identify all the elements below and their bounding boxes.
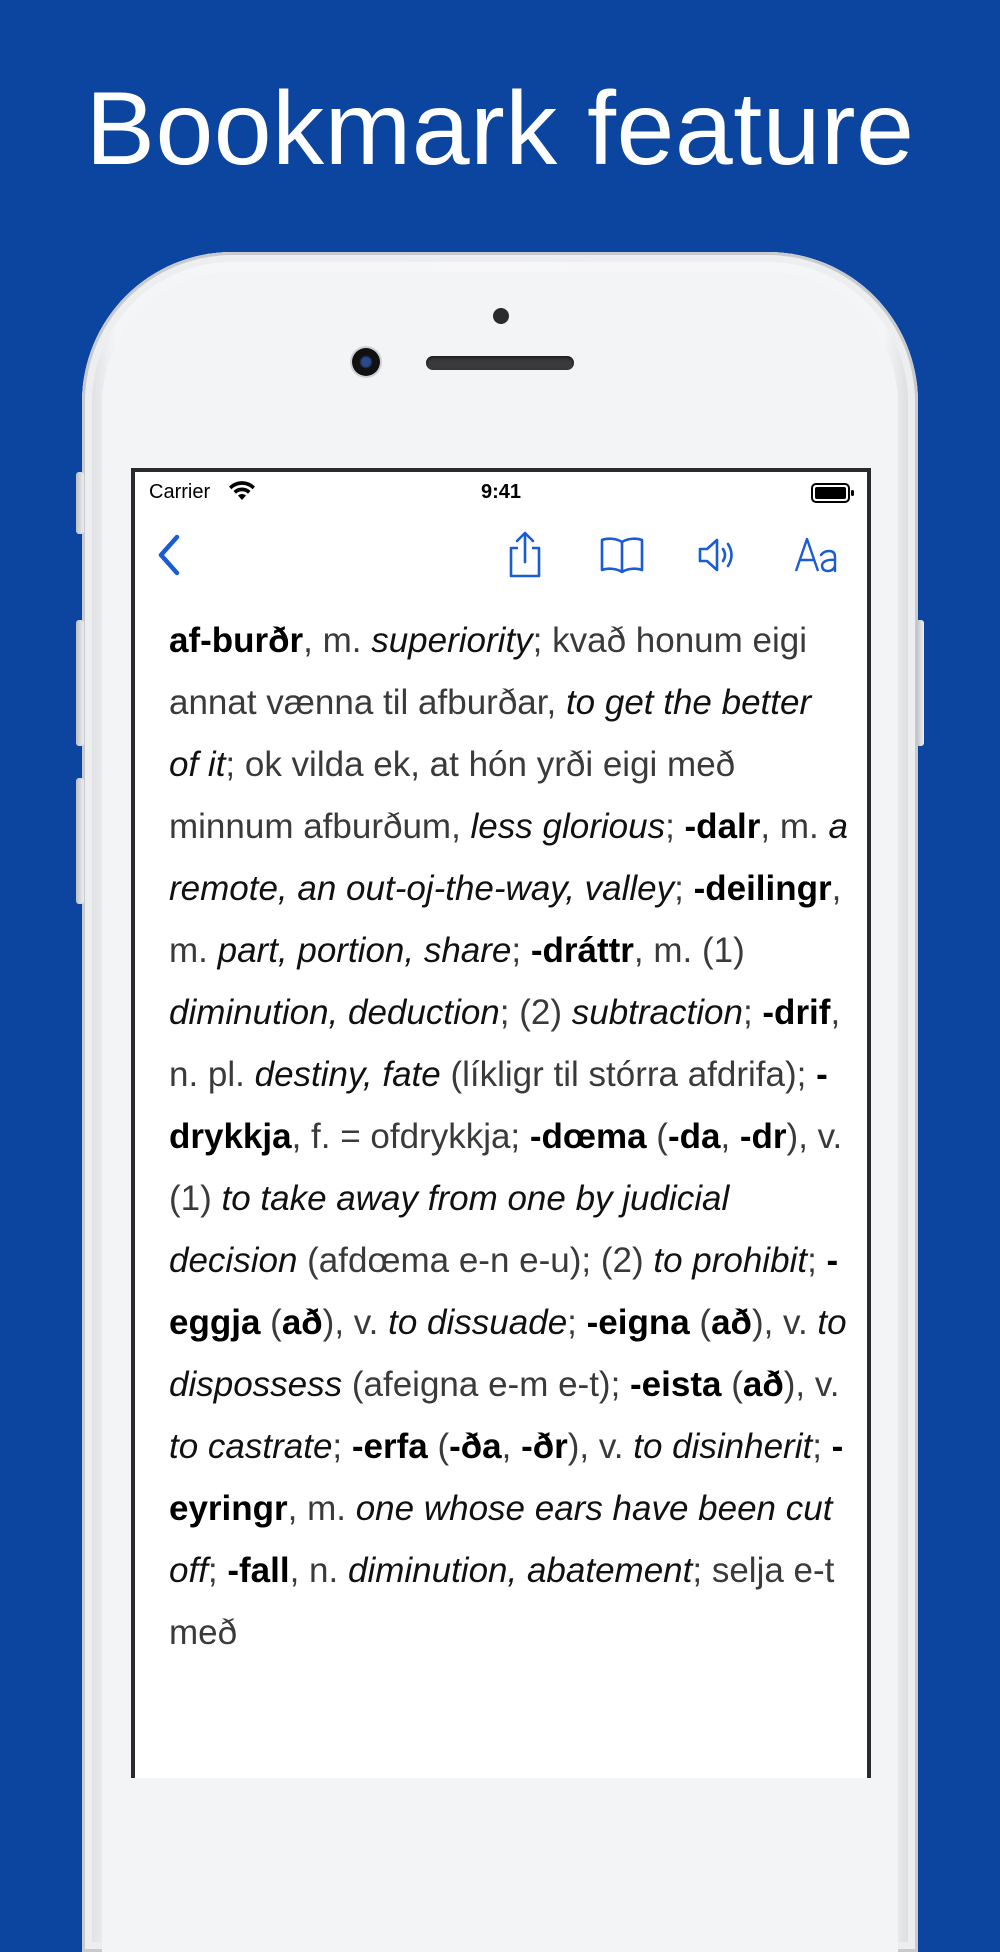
entry-text: ; [207,1551,228,1590]
headword: -dœma [529,1117,647,1156]
definition-text: one whose ears have been cut off [169,1489,833,1590]
entry-text: ), v. [783,1365,840,1404]
definition-text: to castrate [169,1427,333,1466]
definition-text: to dissuade [388,1303,568,1342]
headword: -eigna [586,1303,690,1342]
headline: Bookmark feature [85,71,915,187]
volume-up-button [76,620,84,746]
front-sensor [493,308,509,324]
entry-text: , [720,1117,740,1156]
font-size-button[interactable] [785,522,849,592]
entry-text: , n. pl. [169,993,841,1094]
entry-text: ), v. [567,1427,634,1466]
entry-text: (afdœma e-n e-u); (2) [297,1241,654,1280]
entry-text: , m. (1) [633,931,745,970]
definition-text: part, portion, share [217,931,512,970]
entry-text: ; [511,931,531,970]
headword: -deilingr [693,869,832,908]
entry-text: , m. [169,869,842,970]
carrier-label: Carrier [149,481,211,503]
status-bar [135,472,867,512]
headword: -dalr [684,807,761,846]
definition-text: less glorious [470,807,666,846]
entry-text: ; (2) [499,993,572,1032]
screen [131,468,871,1778]
chevron-left-icon [155,533,183,582]
definition-text: subtraction [571,993,743,1032]
dictionary-entry [169,610,849,1664]
open-book-icon [599,535,645,580]
back-button[interactable] [137,522,201,592]
entry-text: , f. = ofdrykkja; [291,1117,530,1156]
front-camera [352,348,380,376]
entry-text: ; [812,1427,832,1466]
entry-text: ; selja e-t með [169,1551,835,1652]
entry-text: ( [721,1365,743,1404]
entry-text: (afeigna e-m e-t); [342,1365,631,1404]
headword: -ðr [521,1427,568,1466]
entry-text: ( [689,1303,712,1342]
bookmark-button[interactable] [590,522,654,592]
definition-text: a remote, an out-oj-the-way, valley [169,807,848,908]
entry-text: , m. [303,621,372,660]
entry-text: , [501,1427,522,1466]
entry-text: ), v. [751,1303,818,1342]
definition-text: destiny, fate [254,1055,441,1094]
definition-text: to disinherit [633,1427,813,1466]
entry-text: ( [427,1427,450,1466]
status-time: 9:41 [480,481,522,503]
share-button[interactable] [493,522,557,592]
entry-text: ; [674,869,694,908]
entry-text: ; [742,993,763,1032]
entry-text: ; [665,807,685,846]
headword: -da [667,1117,721,1156]
headword: -dr [739,1117,787,1156]
headword: -eggja [169,1241,839,1342]
definition-text: diminution, abatement [347,1551,693,1590]
silent-switch [76,472,84,534]
entry-text: ), v. [322,1303,389,1342]
entry-text: , n. [289,1551,348,1590]
speaker-icon [697,535,741,580]
text-size-icon [794,535,840,580]
definition-text: to get the better of it [169,683,812,784]
speak-button[interactable] [687,522,751,592]
definition-text: superiority [371,621,533,660]
headword: -eyringr [169,1427,844,1528]
battery-icon [811,483,855,508]
entry-text: ), v. (1) [169,1117,843,1218]
entry-text: ; [807,1241,827,1280]
entry-text: (líkligr til stórra afdrifa); [440,1055,817,1094]
definition-text: to take away from one by judicial decision [169,1179,730,1280]
headword: -drykkja [169,1055,828,1156]
definition-text: to prohibit [653,1241,808,1280]
entry-text: ( [646,1117,668,1156]
entry-text: ( [260,1303,282,1342]
power-button [916,620,924,746]
headword: -fall [227,1551,290,1590]
entry-text: ; ok vilda ek, at hón yrði eigi með minnum afburðum, [169,745,736,846]
entry-text: , m. [760,807,829,846]
headword: af-burðr [169,621,304,660]
definition-text: to dispossess [169,1303,847,1404]
entry-text: ; [332,1427,352,1466]
headword: -ða [449,1427,502,1466]
definition-text: diminution, deduction [169,993,500,1032]
share-icon [505,531,545,584]
headword: að [281,1303,323,1342]
headword: -dráttr [530,931,634,970]
headword: að [711,1303,752,1342]
entry-text: , m. [287,1489,356,1528]
earpiece-speaker [426,356,574,370]
volume-down-button [76,778,84,904]
headword: -erfa [351,1427,428,1466]
toolbar [135,522,867,592]
headword: að [742,1365,784,1404]
headword: -eista [630,1365,722,1404]
headword: -drif [762,993,831,1032]
entry-text: ; kvað honum eigi annat vænna til afburðar, [169,621,807,722]
entry-text: ; [567,1303,587,1342]
